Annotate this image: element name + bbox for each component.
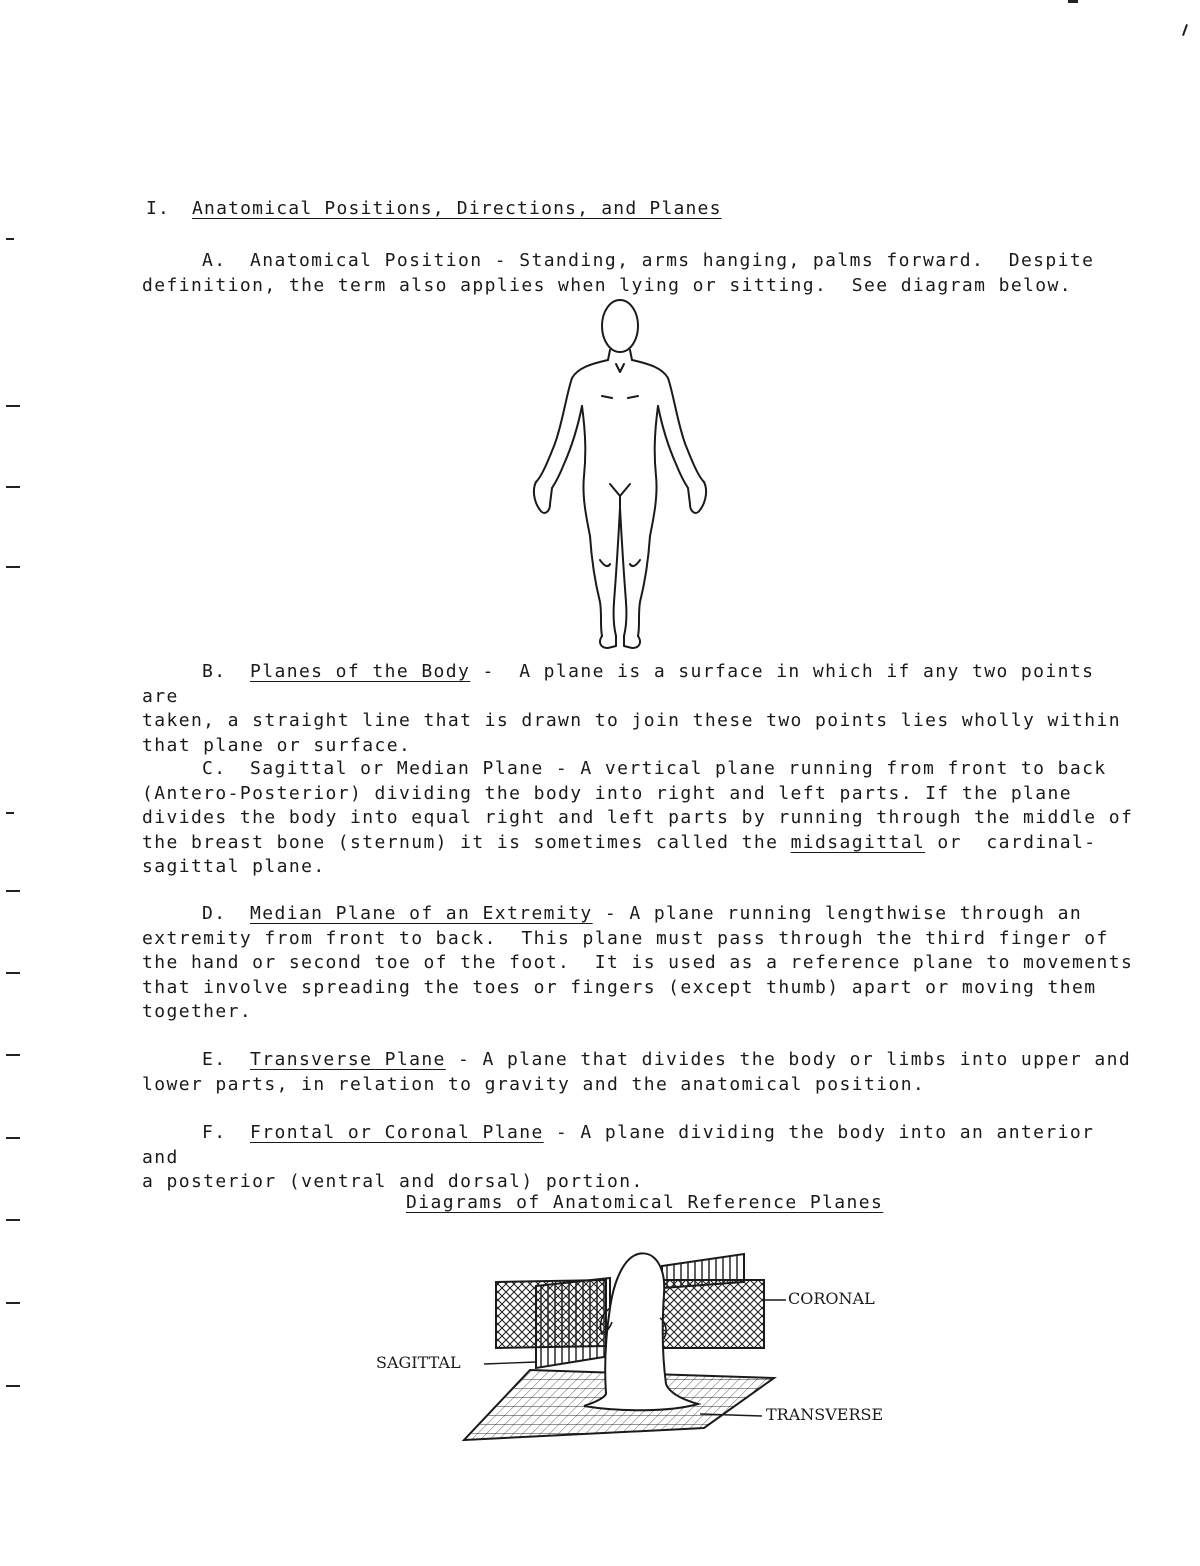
paragraph-text: - A plane running lengthwise through an — [592, 903, 1083, 924]
paragraph-text: - A vertical plane running from front to back — [543, 758, 1107, 779]
coronal-plane-right — [654, 1280, 764, 1348]
paragraph-label: E. — [202, 1049, 227, 1070]
anatomical-position-figure — [520, 296, 720, 652]
heading-title: Anatomical Positions, Directions, and Planes — [192, 198, 722, 219]
paragraph-planes-of-body — [142, 660, 1142, 758]
margin-mark — [6, 405, 20, 407]
paragraph-text: (Antero-Posterior) dividing the body into right and left parts. If the plane divides the body into equal right and left parts by running through the middle of the breast bone (sternum) it is sometimes called the — [142, 782, 1134, 853]
sagittal-plane — [536, 1278, 610, 1368]
paragraph-sagittal-plane — [142, 757, 1142, 880]
scan-mark — [1068, 0, 1078, 3]
paragraph-term: midsagittal — [790, 831, 926, 853]
diagram-caption: Diagrams of Anatomical Reference Planes — [406, 1192, 884, 1213]
label-transverse: TRANSVERSE — [766, 1405, 884, 1424]
paragraph-text: - A plane is a surface in which if any two points are — [142, 661, 1107, 707]
paragraph-anatomical-position — [142, 249, 1142, 298]
paragraph-text: a posterior (ventral and dorsal) portion. — [142, 1171, 644, 1192]
paragraph-label: C. — [202, 758, 227, 779]
paragraph-text: - A plane that divides the body or limbs into upper and — [445, 1049, 1132, 1070]
paragraph-label: F. — [202, 1122, 227, 1143]
margin-mark — [6, 812, 14, 814]
paragraph-title: Median Plane of an Extremity — [250, 903, 593, 924]
paragraph-text: extremity from front to back. This plane must pass through the third finger of the hand or second toe of the foot. It is used as a reference plane to movements that involve spreading the toes or fingers (except thumb) apart or moving them together. — [142, 927, 1134, 1022]
paragraph-frontal-plane — [142, 1121, 1142, 1195]
paragraph-median-plane-extremity — [142, 902, 1142, 1025]
paragraph-title: Sagittal or Median Plane — [250, 758, 544, 779]
paragraph-text: or cardinal- sagittal plane. — [142, 831, 1097, 877]
reference-planes-diagram — [370, 1244, 910, 1452]
margin-mark — [6, 1054, 20, 1056]
paragraph-text: - Standing, arms hanging, palms forward. Despite — [482, 250, 1095, 271]
margin-mark — [6, 1137, 20, 1139]
paragraph-title: Anatomical Position — [250, 250, 483, 271]
paragraph-text: definition, the term also applies when lying or sitting. See diagram below. — [142, 274, 1073, 296]
paragraph-title: Frontal or Coronal Plane — [250, 1122, 544, 1143]
margin-mark — [6, 238, 14, 240]
paragraph-title: Transverse Plane — [250, 1049, 446, 1070]
margin-mark — [6, 486, 20, 488]
label-coronal: CORONAL — [788, 1289, 875, 1308]
margin-mark — [6, 972, 20, 974]
paragraph-text: - A plane dividing the body into an anterior and — [142, 1122, 1107, 1168]
margin-mark — [6, 1219, 20, 1221]
section-heading — [146, 198, 722, 219]
sagittal-plane-top — [662, 1254, 744, 1288]
paragraph-transverse-plane — [142, 1048, 1142, 1097]
paragraph-label: B. — [202, 661, 227, 682]
label-sagittal: SAGITTAL — [376, 1353, 461, 1372]
heading-number: I. — [146, 198, 171, 219]
margin-mark — [6, 566, 20, 568]
paragraph-text: taken, a straight line that is drawn to join these two points lies wholly within that plane or surface. — [142, 710, 1121, 756]
paragraph-label: D. — [202, 903, 227, 924]
margin-mark — [6, 1302, 20, 1304]
paragraph-text: lower parts, in relation to gravity and the anatomical position. — [142, 1073, 926, 1095]
margin-mark — [6, 890, 20, 892]
paragraph-title: Planes of the Body — [250, 661, 471, 682]
margin-mark — [6, 1385, 20, 1387]
paragraph-label: A. — [202, 250, 227, 271]
scan-mark — [1182, 24, 1188, 36]
